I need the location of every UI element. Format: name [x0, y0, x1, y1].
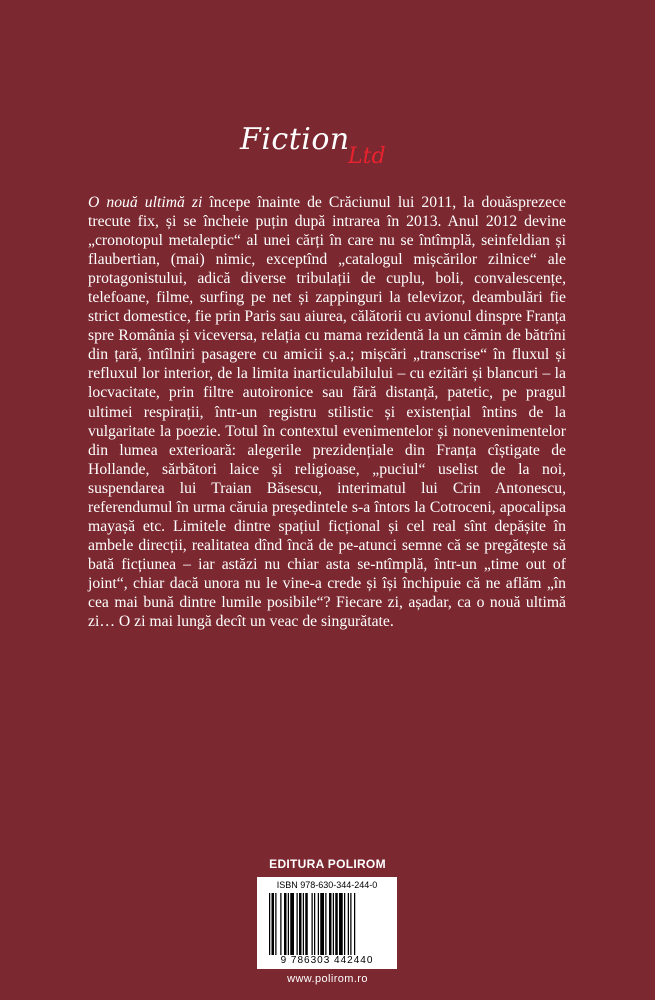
publisher-name: EDITURA POLIROM: [269, 857, 386, 871]
logo-fiction-text: Fiction: [240, 122, 350, 157]
blurb-body: începe înainte de Crăciunul lui 2011, la douăsprezece trecute fix, și se încheie puțin după intrarea în 2013. Anul 2012 devine „cronotopul metaleptic“ al unei cărți în care nu se întîmplă, seinfeldian și flaubertian, (mai) nimic, exceptînd „catalogul mișcărilor zilnice“ ale protagonistului, adică diverse tribulații de cuplu, boli, convalescențe, telefoane, filme, surfing pe net și zappinguri la televizor, deambulări fie strict domestice, fie prin Paris sau aiurea, călătorii cu avionul dinspre Franța spre România și viceversa, relația cu mama rezidentă la un cămin de bătrîni din țară, întîlniri pasagere cu amicii ș.a.; mișcări „transcrise“ în fluxul și refluxul lor interior, de la limita inarticulabilului – cu ezitări și blancuri – la locvacitate, prin filtre autoironice sau fără distanță, patetic, pe pragul ultimei respirații, într-un registru stilistic și existențial întins de la vulgaritate la poezie. Totul în contextul evenimentelor și nonevenimentelor din lumea exterioară: alegerile prezidențiale din Franța cîștigate de Hollande, sărbători laice și religioase, „puciul“ uselist de la noi, suspendarea lui Traian Băsescu, interimatul lui Crin Antonescu, referendumul în urma căruia președintele s-a întors la Cotroceni, apocalipsa mayașă etc. Limitele dintre spațiul ficțional și cel real sînt depășite în ambele direcții, realitatea dînd încă de pe-atunci semne că se pregătește să bată ficțiunea – iar astăzi nu chiar asta se-ntîmplă, într-un „time out of joint“, chiar dacă unora nu le vine-a crede și își închipuie că ne aflăm „în cea mai bună dintre lumile posibile“? Fiecare zi, așadar, ca o nouă ultimă zi… O zi mai lungă decît un veac de singurătate.: [88, 194, 566, 631]
isbn-barcode: [257, 877, 397, 969]
publisher-website: www.polirom.ro: [287, 973, 368, 985]
back-cover-blurb: [88, 193, 566, 631]
logo-ltd-text: Ltd: [348, 144, 386, 169]
barcode-icon: [269, 893, 389, 955]
book-title: O nouă ultimă zi: [88, 194, 203, 211]
ean-digits: 9 786303 442440: [280, 955, 374, 966]
isbn-number: ISBN 978-630-344-244-0: [276, 880, 378, 890]
imprint-logo: [0, 108, 655, 188]
